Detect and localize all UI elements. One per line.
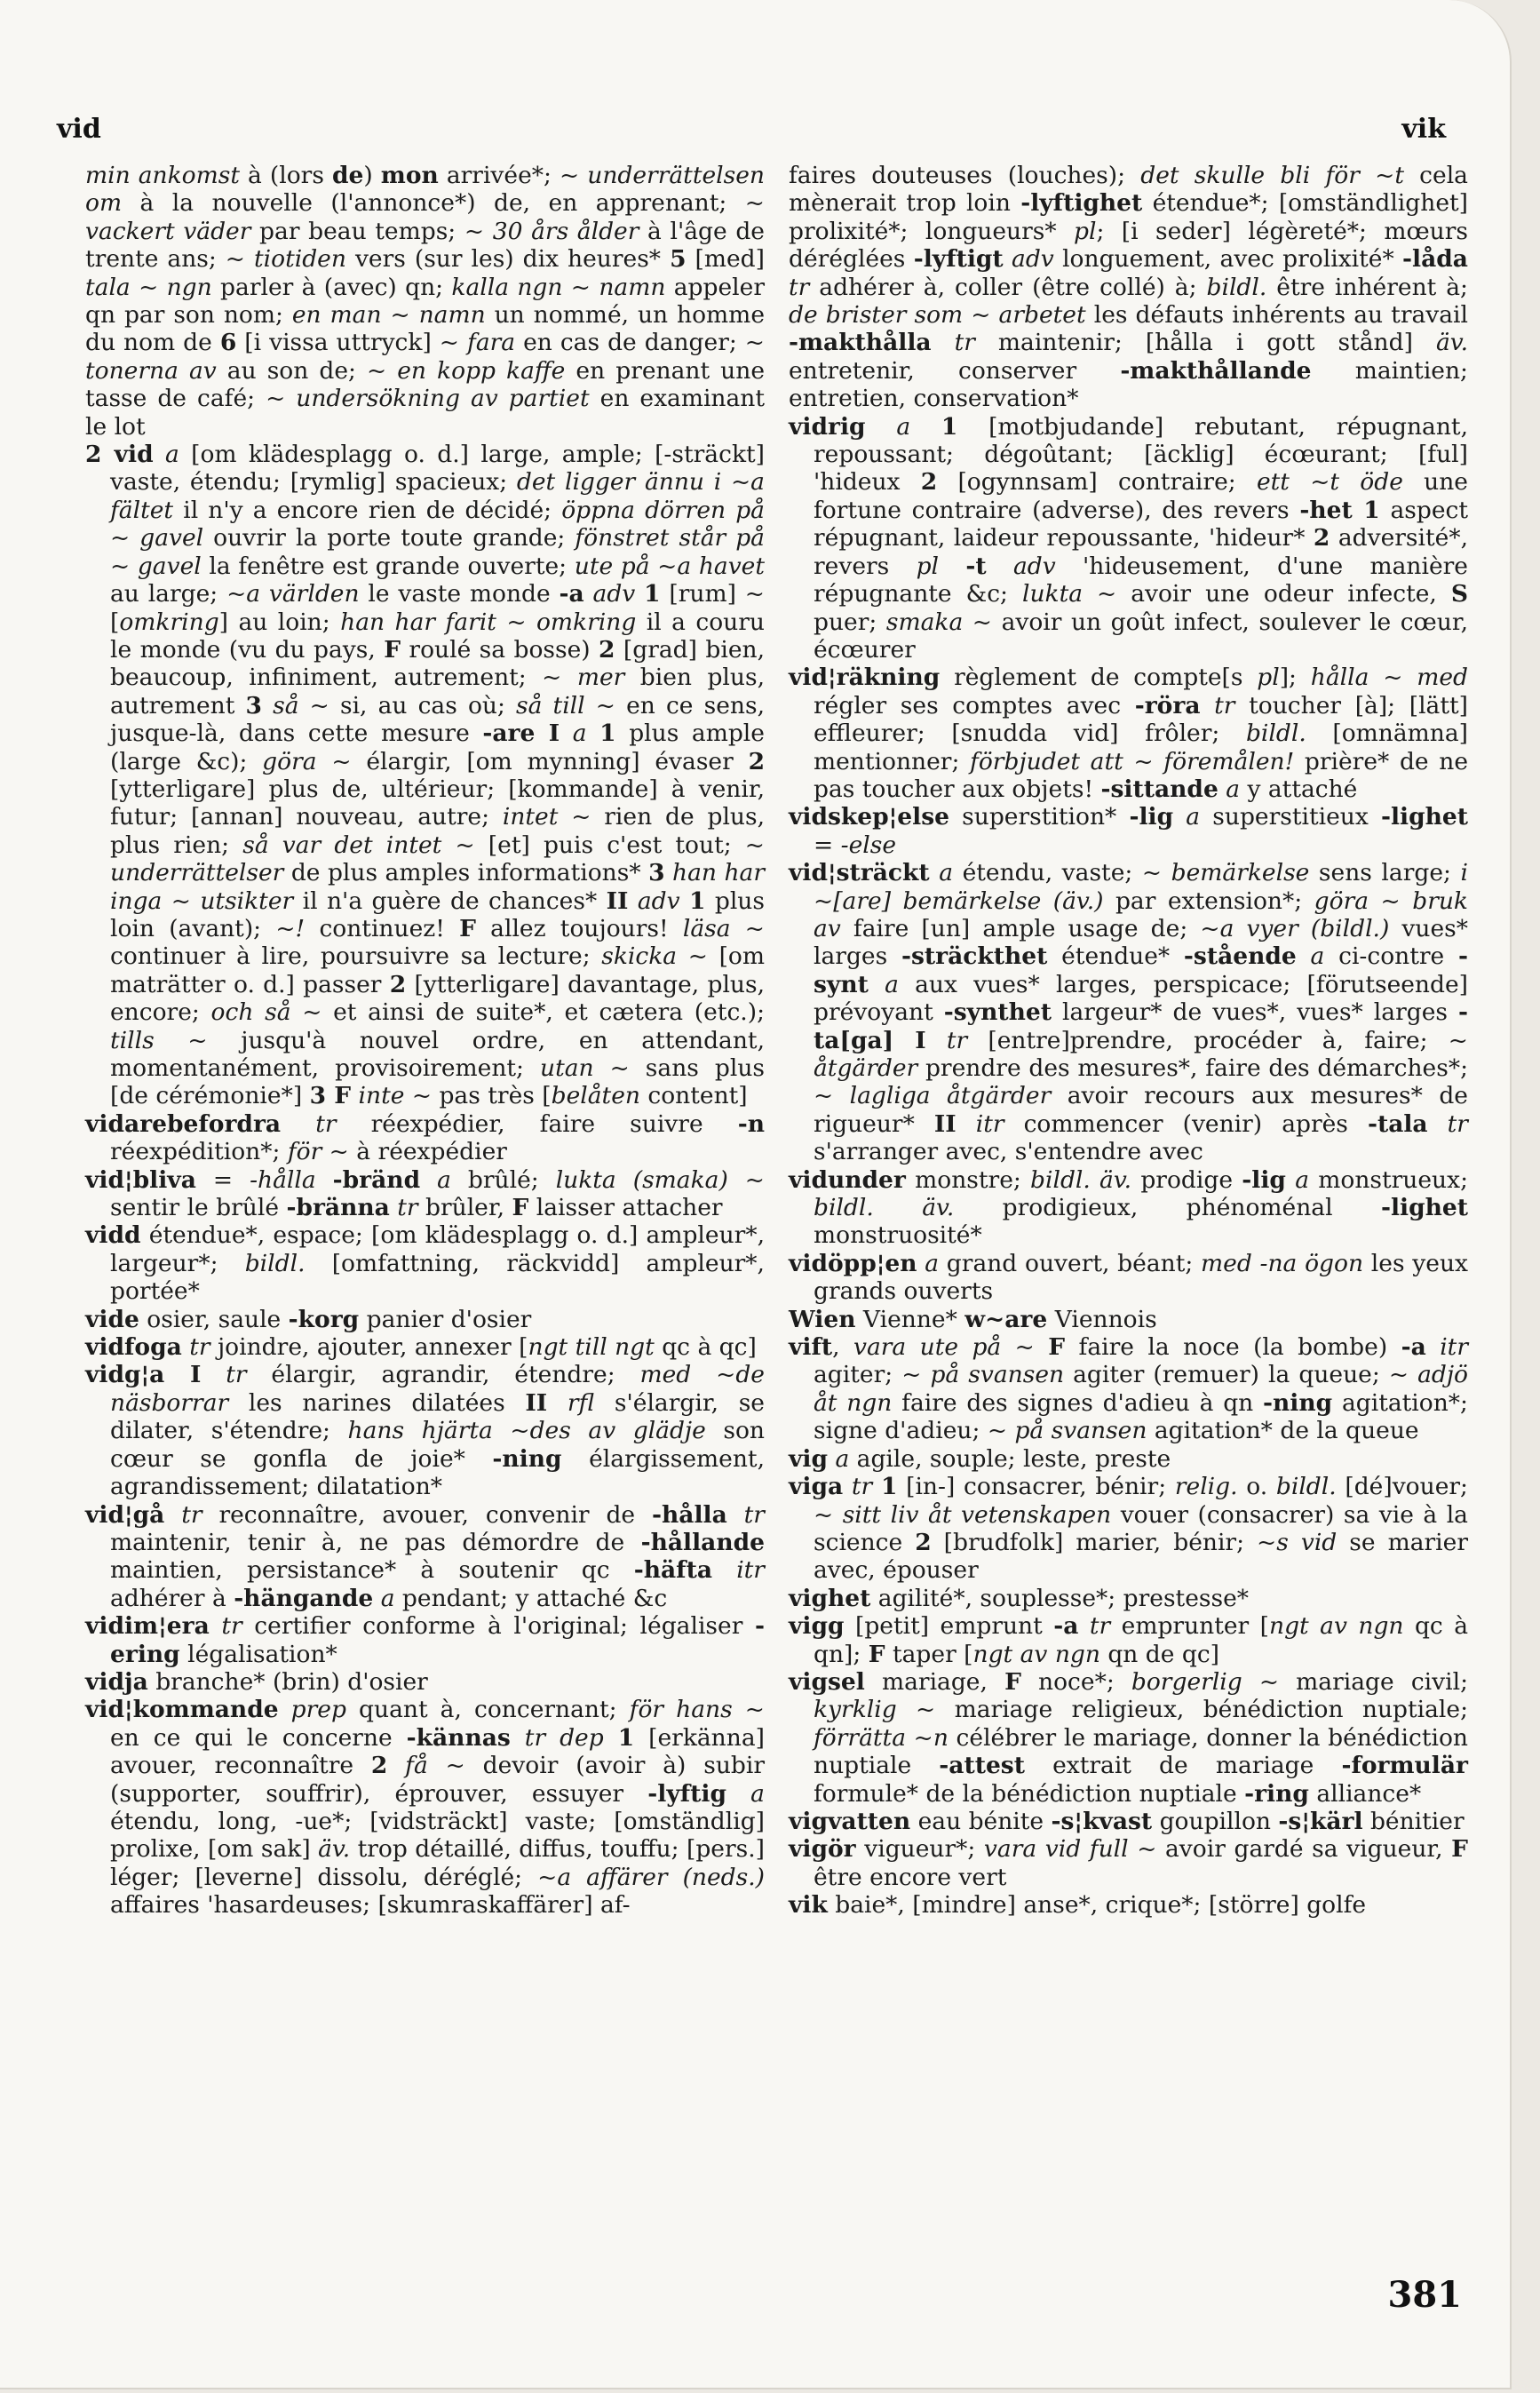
dictionary-entry: Wien Vienne* w~are Viennois <box>789 1305 1157 1333</box>
dictionary-entry: vighet agilité*, souplesse*; prestesse* <box>789 1584 1250 1612</box>
dictionary-entry: vide osier, saule -korg panier d'osier <box>85 1305 532 1333</box>
running-head-right: vik <box>1401 114 1446 145</box>
dictionary-entry: vidg¦a I tr élargir, agrandir, étendre; med ~de näsborrar les narines dilatées II rfl s'élargir, se dilater, s'étendre; hans hjärta ~des av glädje son cœur se gonfla de joie* -ning élargissement, agrandissement; dilatation* <box>85 1361 766 1501</box>
dictionary-entry: viga tr 1 [in-] consacrer, bénir; relig. o. bildl. [dé]vouer; ~ sitt liv åt vetenskapen vouer (consacrer) sa vie à la science 2 [brudfolk] marier, bénir; ~s vid se marier avec, épouser <box>789 1473 1468 1585</box>
page-number: 381 <box>1387 2274 1462 2316</box>
dictionary-entry: vidskep¦else superstition* -lig a superstitieux -lighet = -else <box>789 803 1468 859</box>
dictionary-entry: vid¦gå tr reconnaître, avouer, convenir de -hålla tr maintenir, tenir à, ne pas démordre de -hållande maintien, persistance* à soutenir qc -häfta itr adhérer à -hängande a pendant; y attaché &c <box>85 1500 765 1612</box>
dictionary-entry: vidja branche* (brin) d'osier <box>85 1667 428 1696</box>
dictionary-entry: vid¦kommande prep quant à, concernant; för hans ~ en ce qui le concerne -kännas tr dep 1 [erkänna] avouer, reconnaître 2 få ~ devoir (avoir à) subir (supporter, souffrir), éprouver, essuyer -lyftig a étendu, long, -ue*; [vidsträckt] vaste; [omständlig] prolixe, [om sak] äv. trop détaillé, diffus, touffu; [pers.] léger; [levernе] dissolu, déréglé; ~a affärer (neds.) affaires 'hasardeuses; [skumraskaffärer] af- <box>85 1696 766 1920</box>
dictionary-entry: vidöpp¦en a grand ouvert, béant; med -na ögon les yeux grands ouverts <box>789 1249 1468 1306</box>
dictionary-entry: vidrig a 1 [motbjudande] rebutant, répugnant, repoussant; dégoûtant; [äcklig] écœurant; [ful] 'hideux 2 [ogynnsam] contraire; ett ~t öde une fortune contraire (adverse), des revers -het 1 aspect répugnant, laideur repoussante, 'hideur* 2 adversité*, revers pl -t adv 'hideusement, d'une manière répugnante &c; lukta ~ avoir une odeur infecte, S puer; smaka ~ avoir un goût infect, soulever le cœur, écœurer <box>789 412 1469 664</box>
dictionary-entry: min ankomst à (lors de) mon arrivée*; ~ underrättelsen om à la nouvelle (l'annonce*) de, en apprenant; ~ vackert väder par beau temps; ~ 30 års ålder à l'âge de trente ans; ~ tiotiden vers (sur les) dix heures* 5 [med] tala ~ ngn parler à (avec) qn; kalla ngn ~ namn appeler qn par son nom; en man ~ namn un nommé, un homme du nom de 6 [i vissa uttryck] ~ fara en cas de danger; ~ tonerna av au son de; ~ en kopp kaffe en prenant une tasse de café; ~ undersökning av partiet en examinant le lot <box>85 162 766 441</box>
dictionary-entry: vigg [petit] emprunt -a tr emprunter [ngt av ngn qc à qn]; F taper [ngt av ngn qn de qc] <box>789 1612 1468 1668</box>
dictionary-entry: vid¦bliva = -hålla -bränd a brûlé; lukta (smaka) ~ sentir le brûlé -bränna tr brûler, F laisser attacher <box>85 1165 765 1222</box>
dictionary-entry: vid¦räkning règlement de compte[s pl]; hålla ~ med régler ses comptes avec -röra tr toucher [à]; [lätt] effleurer; [snudda vid] frôler; bildl. [omnämna] mentionner; förbjudet att ~ föremålen! prière* de ne pas toucher aux objets! -sittande a y attaché <box>789 664 1469 803</box>
dictionary-entry: vigör vigueur*; vara vid full ~ avoir gardé sa vigueur, F être encore vert <box>789 1835 1468 1891</box>
dictionary-entry: 2 vid a [om klädesplagg o. d.] large, ample; [-sträckt] vaste, étendu; [rymlig] spacieux; det ligger ännu i ~a fältet il n'y a encore rien de décidé; öppna dörren på ~ gavel ouvrir la porte toute grande; fönstret står på ~ gavel la fenêtre est grande ouverte; ute på ~a havet au large; ~a världen le vaste monde -a adv 1 [rum] ~ [omkring] au loin; han har farit ~ omkring il a couru le monde (vu du pays, F roulé sa bosse) 2 [grad] bien, beaucoup, infiniment, autrement; ~ mer bien plus, autrement 3 så ~ si, au cas où; så till ~ en ce sens, jusque-là, dans cette mesure -are I a 1 plus ample (large &c); göra ~ élargir, [om mynning] évaser 2 [ytterligare] plus de, ultérieur; [kommande] à venir, futur; [annan] nouveau, autre; intet ~ rien de plus, plus rien; så var det intet ~ [et] puis c'est tout; ~ underrättelser de plus amples informations* 3 han har inga ~ utsikter il n'a guère de chances* II adv 1 plus loin (avant); ~! continuez! F allez toujours! läsa ~ continuer à lire, poursuivre sa lecture; skicka ~ [om maträtter o. d.] passer 2 [ytterligare] davantage, plus, encore; och så ~ et ainsi de suite*, et cætera (etc.); tills ~ jusqu'à nouvel ordre, en attendant, momentanément, provisoirement; utan ~ sans plus [de cérémonie*] 3 F inte ~ pas très [belåten content] <box>85 441 766 1110</box>
dictionary-entry: vigsel mariage, F noce*; borgerlig ~ mariage civil; kyrklig ~ mariage religieux, bénédiction nuptiale; förrätta ~n célébrer le mariage, donner la bénédiction nuptiale -attest extrait de mariage -formulär formule* de la bénédiction nuptiale -ring alliance* <box>789 1667 1469 1808</box>
dictionary-entry: vidfoga tr joindre, ajouter, annexer [ngt till ngt qc à qc] <box>85 1333 757 1362</box>
dictionary-entry: vidarebefordra tr réexpédier, faire suivre -n réexpédition*; för ~ à réexpédier <box>85 1109 765 1166</box>
dictionary-entry: vidd étendue*, espace; [om klädesplagg o. d.] ampleur*, largeur*; bildl. [omfattning, räckvidd] ampleur*, portée* <box>85 1221 765 1306</box>
dictionary-entry: vig a agile, souple; leste, preste <box>789 1444 1171 1473</box>
dictionary-entry: vift, vara ute på ~ F faire la noce (la bombe) -a itr agiter; ~ på svansen agiter (remuer) la queue; ~ adjö åt ngn faire des signes d'adieu à qn -ning agitation*; signe d'adieu; ~ på svansen agitation* de la queue <box>789 1333 1468 1445</box>
dictionary-entry: vigvatten eau bénite -s¦kvast goupillon -s¦kärl bénitier <box>789 1807 1465 1835</box>
running-head-left: vid <box>57 114 101 145</box>
dictionary-entry: vik baie*, [mindre] anse*, crique*; [större] golfe <box>789 1891 1367 1920</box>
dictionary-entry: vid¦sträckt a étendu, vaste; ~ bemärkelse sens large; i ~[are] bemärkelse (äv.) par extension*; göra ~ bruk av faire [un] ample usage de; ~a vyer (bildl.) vues* larges -sträckthet étendue* -stående a ci-contre -synt a aux vues* larges, perspicace; [förutseende] prévoyant -synthet largeur* de vues*, vues* larges -ta[ga] I tr [entre]prendre, procéder à, faire; ~ åtgärder prendre des mesures*, faire des démarches*; ~ lagliga åtgärder avoir recours aux mesures* de rigueur* II itr commencer (venir) après -tala tr s'arranger avec, s'entendre avec <box>789 859 1469 1166</box>
right-column <box>789 162 1468 1920</box>
dictionary-entry: vidunder monstre; bildl. äv. prodige -lig a monstrueux; bildl. äv. prodigieux, phénoménal -lighet monstruosité* <box>789 1165 1468 1250</box>
left-column <box>85 162 765 1920</box>
dictionary-entry: vidim¦era tr certifier conforme à l'original; légaliser -ering légalisation* <box>85 1612 765 1668</box>
dictionary-entry: faires douteuses (louches); det skulle bli för ~t cela mènerait trop loin -lyftighet étendue*; [omständlighet] prolixité*; longueurs* pl; [i seder] légèreté*; mœurs déréglées -lyftigt adv longuement, avec prolixité* -låda tr adhérer à, coller (être collé) à; bildl. être inhérent à; de brister som ~ arbetet les défauts inhérents au travail -makthålla tr maintenir; [hålla i gott stånd] äv. entretenir, conserver -makthållande maintien; entretien, conservation* <box>789 162 1469 413</box>
